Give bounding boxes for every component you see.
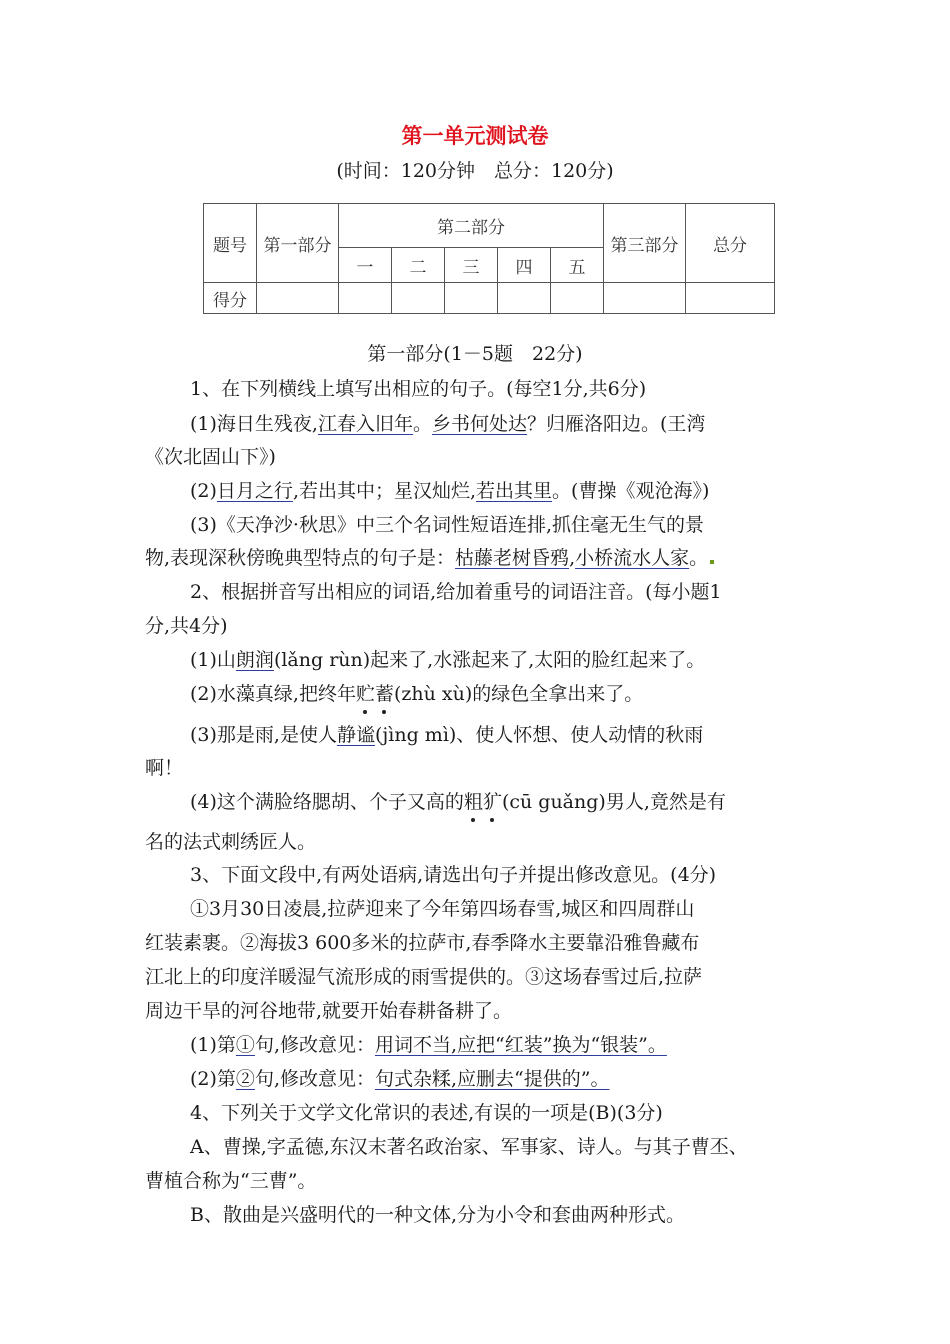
section1-heading: 第一部分(1－5题 22分) <box>367 343 583 365</box>
emphasis-char: 粗 <box>463 791 483 813</box>
page-title: 第一单元测试卷 <box>401 124 549 148</box>
text: (cū guǎng)男人,竟然是有 <box>501 791 726 813</box>
header-part3: 第三部分 <box>604 204 686 283</box>
score-cell <box>257 283 339 314</box>
q1-item2 <box>190 476 860 503</box>
q2-item4 <box>190 787 860 814</box>
header-part2-sub: 四 <box>498 248 551 283</box>
text: 句,修改意见： <box>254 1034 375 1056</box>
q2-item2 <box>190 679 860 706</box>
text: (jìng mì)、使人怀想、使人动情的秋雨 <box>374 724 704 746</box>
score-cell <box>445 283 498 314</box>
exam-time-and-score: (时间：120分钟 总分：120分) <box>336 160 614 182</box>
header-part2-sub: 五 <box>551 248 604 283</box>
header-part2: 第二部分 <box>339 204 604 248</box>
q3-stem: 3、下面文段中,有两处语病,请选出句子并提出修改意见。(4分) <box>190 864 717 886</box>
answer: 枯藤老树昏鸦 <box>455 547 570 569</box>
text: 物,表现深秋傍晚典型特点的句子是： <box>145 547 456 569</box>
answer: 若出其里 <box>476 480 553 502</box>
mark-dot <box>710 560 714 564</box>
text: , <box>569 547 576 569</box>
score-cell <box>686 283 775 314</box>
emphasized-word <box>356 683 394 705</box>
q1-item3-cont <box>145 543 815 570</box>
q3-answer2 <box>190 1064 860 1091</box>
text: (1)山 <box>190 649 236 671</box>
q1-item1 <box>190 409 860 436</box>
text: 。 <box>689 547 709 569</box>
text: (4)这个满脸络腮胡、个子又高的 <box>190 791 464 813</box>
q2-stem: 2、根据拼音写出相应的词语,给加着重号的词语注音。(每小题1 <box>190 581 722 603</box>
answer: ② <box>235 1068 255 1090</box>
emphasis-char: 犷 <box>482 791 502 813</box>
q2-stem-cont: 分,共4分) <box>145 615 228 637</box>
q4-option-a-cont: 曹植合称为“三曹”。 <box>145 1170 317 1192</box>
q3-passage-line: 周边干旱的河谷地带,就要开始春耕备耕了。 <box>145 1000 513 1022</box>
answer: 日月之行 <box>216 480 293 502</box>
answer: 江春入旧年 <box>317 413 413 435</box>
q2-item3 <box>190 720 860 747</box>
text: (1)海日生残夜, <box>190 413 318 435</box>
header-part2-sub: 二 <box>392 248 445 283</box>
header-question-number: 题号 <box>204 204 257 283</box>
answer: 乡书何处达 <box>432 413 528 435</box>
text: (2)第 <box>190 1068 236 1090</box>
text: (2) <box>190 480 217 502</box>
text: 。(曹操《观沧海》) <box>552 480 710 502</box>
q2-item1 <box>190 645 860 672</box>
text: (zhù xù)的绿色全拿出来了。 <box>394 683 644 705</box>
emphasis-char: 贮 <box>355 683 375 705</box>
text: ？归雁洛阳边。(王湾 <box>527 413 706 435</box>
emphasized-word <box>464 791 502 813</box>
answer: ① <box>235 1034 255 1056</box>
header-part2-sub: 一 <box>339 248 392 283</box>
score-cell <box>498 283 551 314</box>
answer: 小桥流水人家 <box>575 547 690 569</box>
q3-passage-line: 江北上的印度洋暖湿气流形成的雨雪提供的。③这场春雪过后,拉萨 <box>145 966 703 988</box>
row-score-label: 得分 <box>204 283 257 314</box>
q3-passage-line: ①3月30日凌晨,拉萨迎来了今年第四场春雪,城区和四周群山 <box>190 898 695 920</box>
text: (2)水藻真绿,把终年 <box>190 683 356 705</box>
text: 。 <box>412 413 432 435</box>
text: 句,修改意见： <box>254 1068 375 1090</box>
header-part1: 第一部分 <box>257 204 339 283</box>
q3-answer1 <box>190 1030 860 1057</box>
emphasis-char: 蓄 <box>374 683 394 705</box>
answer: 用词不当,应把“红装”换为“银装”。 <box>374 1034 667 1056</box>
q1-item1-source: 《次北固山下》) <box>145 446 276 468</box>
q2-item4-cont: 名的法式刺绣匠人。 <box>145 831 317 853</box>
text: (3)那是雨,是使人 <box>190 724 337 746</box>
text: (lǎng rùn)起来了,水涨起来了,太阳的脸红起来了。 <box>273 649 706 671</box>
q1-item3: (3)《天净沙·秋思》中三个名词性短语连排,抓住毫无生气的景 <box>190 514 704 536</box>
header-part2-sub: 三 <box>445 248 498 283</box>
text: ,若出其中；星汉灿烂, <box>292 480 477 502</box>
score-cell <box>339 283 392 314</box>
score-cell <box>392 283 445 314</box>
q4-option-a: A、曹操,字孟德,东汉末著名政治家、军事家、诗人。与其子曹丕、 <box>190 1136 748 1158</box>
q4-option-b: B、散曲是兴盛明代的一种文体,分为小令和套曲两种形式。 <box>190 1204 686 1226</box>
q4-stem: 4、下列关于文学文化常识的表述,有误的一项是(B)(3分) <box>190 1102 663 1124</box>
score-cell <box>551 283 604 314</box>
text: (1)第 <box>190 1034 236 1056</box>
header-total: 总分 <box>686 204 775 283</box>
answer: 句式杂糅,应删去“提供的”。 <box>374 1068 610 1090</box>
q1-stem: 1、在下列横线上填写出相应的句子。(每空1分,共6分) <box>190 378 647 400</box>
score-cell <box>604 283 686 314</box>
q3-passage-line: 红装素裹。②海拔3 600多米的拉萨市,春季降水主要靠沿雅鲁藏布 <box>145 932 700 954</box>
score-table <box>203 203 775 314</box>
answer: 朗润 <box>235 649 274 671</box>
q2-item3-cont: 啊！ <box>145 757 184 779</box>
answer: 静谧 <box>336 724 375 746</box>
